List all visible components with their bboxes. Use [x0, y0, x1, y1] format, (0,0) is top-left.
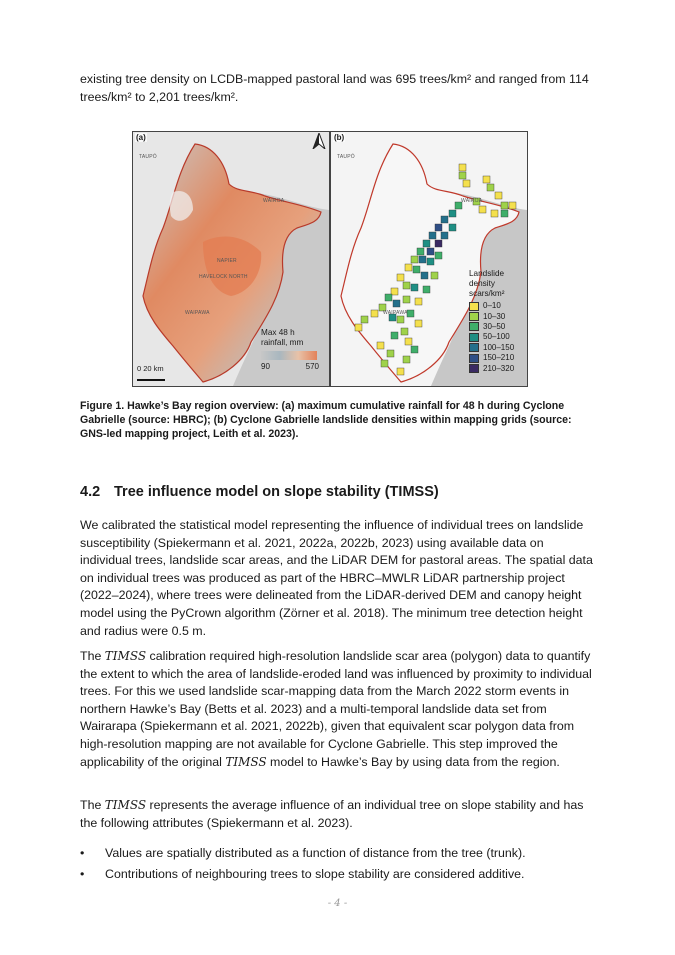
landslide-grid-cell — [431, 272, 438, 279]
landslide-grid-cell — [405, 264, 412, 271]
place-label: TAUPŌ — [139, 154, 157, 160]
scale-label: 0 20 km — [137, 364, 164, 373]
timss-term: TIMSS — [104, 798, 147, 812]
legend-item — [469, 332, 527, 342]
legend-item — [469, 353, 527, 363]
landslide-grid-cell — [411, 284, 418, 291]
landslide-grid-cell — [441, 232, 448, 239]
legend-label: 150–210 — [483, 353, 515, 363]
landslide-grid-cell — [435, 240, 442, 247]
landslide-grid-cell — [403, 282, 410, 289]
landslide-grid-cell — [403, 296, 410, 303]
legend-swatch — [469, 354, 479, 363]
rainfall-max-label: 570 — [305, 362, 319, 371]
attribute-list — [80, 845, 595, 886]
rainfall-min-label: 90 — [261, 362, 270, 371]
landslide-grid-cell — [419, 256, 426, 263]
landslide-grid-cell — [487, 184, 494, 191]
list-item-text: Values are spatially distributed as a function of distance from the tree (trunk). — [105, 846, 526, 860]
landslide-grid-cell — [405, 338, 412, 345]
legend-label: 0–10 — [483, 301, 501, 311]
landslide-grid-cell — [495, 192, 502, 199]
landslide-legend — [469, 269, 527, 374]
legend-item — [469, 343, 527, 353]
landslide-grid-cell — [427, 248, 434, 255]
landslide-grid-cell — [417, 248, 424, 255]
place-label: WAIROA — [461, 198, 483, 204]
landslide-grid-cell — [459, 172, 466, 179]
text-run: represents the average influence of an individual tree on slope stability and has the following attributes (Spiekermann et al. 2023). — [80, 798, 584, 830]
landslide-grid-cell — [413, 266, 420, 273]
landslide-legend-title: Landslide density scars/km² — [469, 269, 505, 298]
landslide-grid-cell — [403, 356, 410, 363]
text-run: model to Hawke’s Bay by using data from the region. — [266, 754, 560, 769]
landslide-grid-cell — [393, 300, 400, 307]
landslide-grid-cell — [421, 272, 428, 279]
panel-b-tag: (b) — [334, 133, 345, 142]
place-label: WAIPAWA — [383, 310, 408, 316]
timss-representation-paragraph — [80, 797, 595, 832]
landslide-grid-cell — [411, 346, 418, 353]
north-arrow-icon — [312, 133, 326, 154]
legend-label: 30–50 — [483, 321, 506, 331]
legend-label: 210–320 — [483, 363, 515, 373]
landslide-grid-cell — [423, 286, 430, 293]
landslide-grid-cell — [397, 368, 404, 375]
rainfall-map-panel — [132, 131, 330, 387]
landslide-grid-cell — [381, 360, 388, 367]
place-label: NAPIER — [217, 258, 237, 264]
text-run: calibration required high-resolution landslide scar area (polygon) data to quantify the extent to which the area of landslide-eroded land was influenced by proximity to individual trees. For this we used landslide scar-mapping data from the March 2022 storm events in northern Hawke’s Bay (Betts et al. 2023) and a multi-temporal landslide data set from Wairarapa (Spiekermann et al. 2021, 2022b), given that equivalent scar polygon data from high-resolution mapping are not available for Cyclone Gabrielle. This step improved the applicability of the original — [80, 649, 592, 769]
text-run: The — [80, 798, 105, 812]
legend-label: 10–30 — [483, 311, 506, 321]
landslide-grid-cell — [491, 210, 498, 217]
landslide-grid-cell — [449, 224, 456, 231]
timss-term: TIMSS — [104, 649, 147, 663]
landslide-grid-cell — [509, 202, 516, 209]
legend-item — [469, 363, 527, 373]
landslide-grid-cell — [387, 350, 394, 357]
figure-caption: Figure 1. Hawke’s Bay region overview: (a) maximum cumulative rainfall for 48 h during Cyclone Gabrielle (source: HBRC); (b) Cyclone Gabrielle landslide densities within mapping grids (source: GNS-led mapping project, Leith et al. 2023). — [80, 400, 572, 440]
legend-item — [469, 311, 527, 321]
section-heading — [80, 484, 439, 500]
legend-swatch — [469, 364, 479, 373]
legend-swatch — [469, 312, 479, 321]
landslide-grid-cell — [427, 258, 434, 265]
landslide-grid-cell — [463, 180, 470, 187]
legend-swatch — [469, 302, 479, 311]
bullet-icon: • — [80, 866, 85, 881]
landslide-grid-cell — [435, 252, 442, 259]
figure-1 — [132, 131, 548, 387]
list-item — [80, 866, 595, 884]
landslide-grid-cell — [423, 240, 430, 247]
legend-item — [469, 301, 527, 311]
landslide-grid-cell — [501, 210, 508, 217]
section-title: Tree influence model on slope stability (TIMSS) — [114, 484, 439, 500]
timss-calibration-paragraph — [80, 648, 595, 771]
landslide-grid-cell — [397, 274, 404, 281]
list-item — [80, 845, 595, 863]
landslide-grid-cell — [435, 224, 442, 231]
landslide-grid-cell — [385, 294, 392, 301]
rainfall-legend — [261, 328, 323, 372]
landslide-grid-cell — [411, 256, 418, 263]
landslide-grid-cell — [401, 328, 408, 335]
place-label: WAIPAWA — [185, 310, 210, 316]
landslide-grid-cell — [361, 316, 368, 323]
landslide-grid-cell — [355, 324, 362, 331]
timss-term: TIMSS — [225, 754, 267, 769]
legend-item — [469, 322, 527, 332]
landslide-grid-cell — [397, 316, 404, 323]
legend-swatch — [469, 333, 479, 342]
place-label: HAVELOCK NORTH — [199, 274, 248, 280]
legend-swatch — [469, 322, 479, 331]
intro-paragraph: existing tree density on LCDB-mapped pastoral land was 695 trees/km² and ranged from 114 trees/km² to 2,201 trees/km². — [80, 72, 589, 104]
landslide-grid-cell — [441, 216, 448, 223]
place-label: WAIROA — [263, 198, 285, 204]
landslide-grid-cell — [459, 164, 466, 171]
section-number: 4.2 — [80, 484, 101, 500]
scale-bar — [137, 379, 165, 381]
legend-label: 100–150 — [483, 342, 515, 352]
page-number: - 4 - — [327, 898, 348, 909]
landslide-grid-cell — [407, 310, 414, 317]
landslide-grid-cell — [429, 232, 436, 239]
landslide-grid-cell — [483, 176, 490, 183]
legend-label: 50–100 — [483, 332, 510, 342]
landslide-grid-cell — [371, 310, 378, 317]
rainfall-ticks — [261, 362, 319, 372]
text-run: The — [80, 649, 105, 663]
landslide-grid-cell — [415, 298, 422, 305]
bullet-icon: • — [80, 846, 85, 860]
panel-a-tag: (a) — [136, 133, 146, 142]
landslide-grid-cell — [501, 202, 508, 209]
landslide-grid-cell — [479, 206, 486, 213]
landslide-grid-cell — [377, 342, 384, 349]
rainfall-colorbar — [261, 351, 317, 360]
landslide-grid-cell — [449, 210, 456, 217]
landslide-grid-cell — [415, 320, 422, 327]
landslide-grid-cell — [391, 332, 398, 339]
list-item-text: Contributions of neighbouring trees to slope stability are considered additive. — [105, 866, 525, 881]
legend-swatch — [469, 343, 479, 352]
place-label: TAUPŌ — [337, 154, 355, 160]
rainfall-legend-title: Max 48 h rainfall, mm — [261, 328, 304, 347]
calibration-paragraph: We calibrated the statistical model representing the influence of individual trees on landslide susceptibility (Spiekermann et al. 2021, 2022a, 2022b, 2023) using available data on individual trees, landslide scar areas, and the LiDAR DEM for pastoral areas. The spatial data on individual trees was produced as part of the HBRC–MWLR LiDAR partnership project (2022–2024), where trees were delineated from the LiDAR-derived DEM and canopy height model using the PyCrown algorithm (Zörner et al. 2018). The minimum tree detection height and radius were 0.5 m. — [80, 518, 593, 638]
landslide-density-panel — [330, 131, 528, 387]
